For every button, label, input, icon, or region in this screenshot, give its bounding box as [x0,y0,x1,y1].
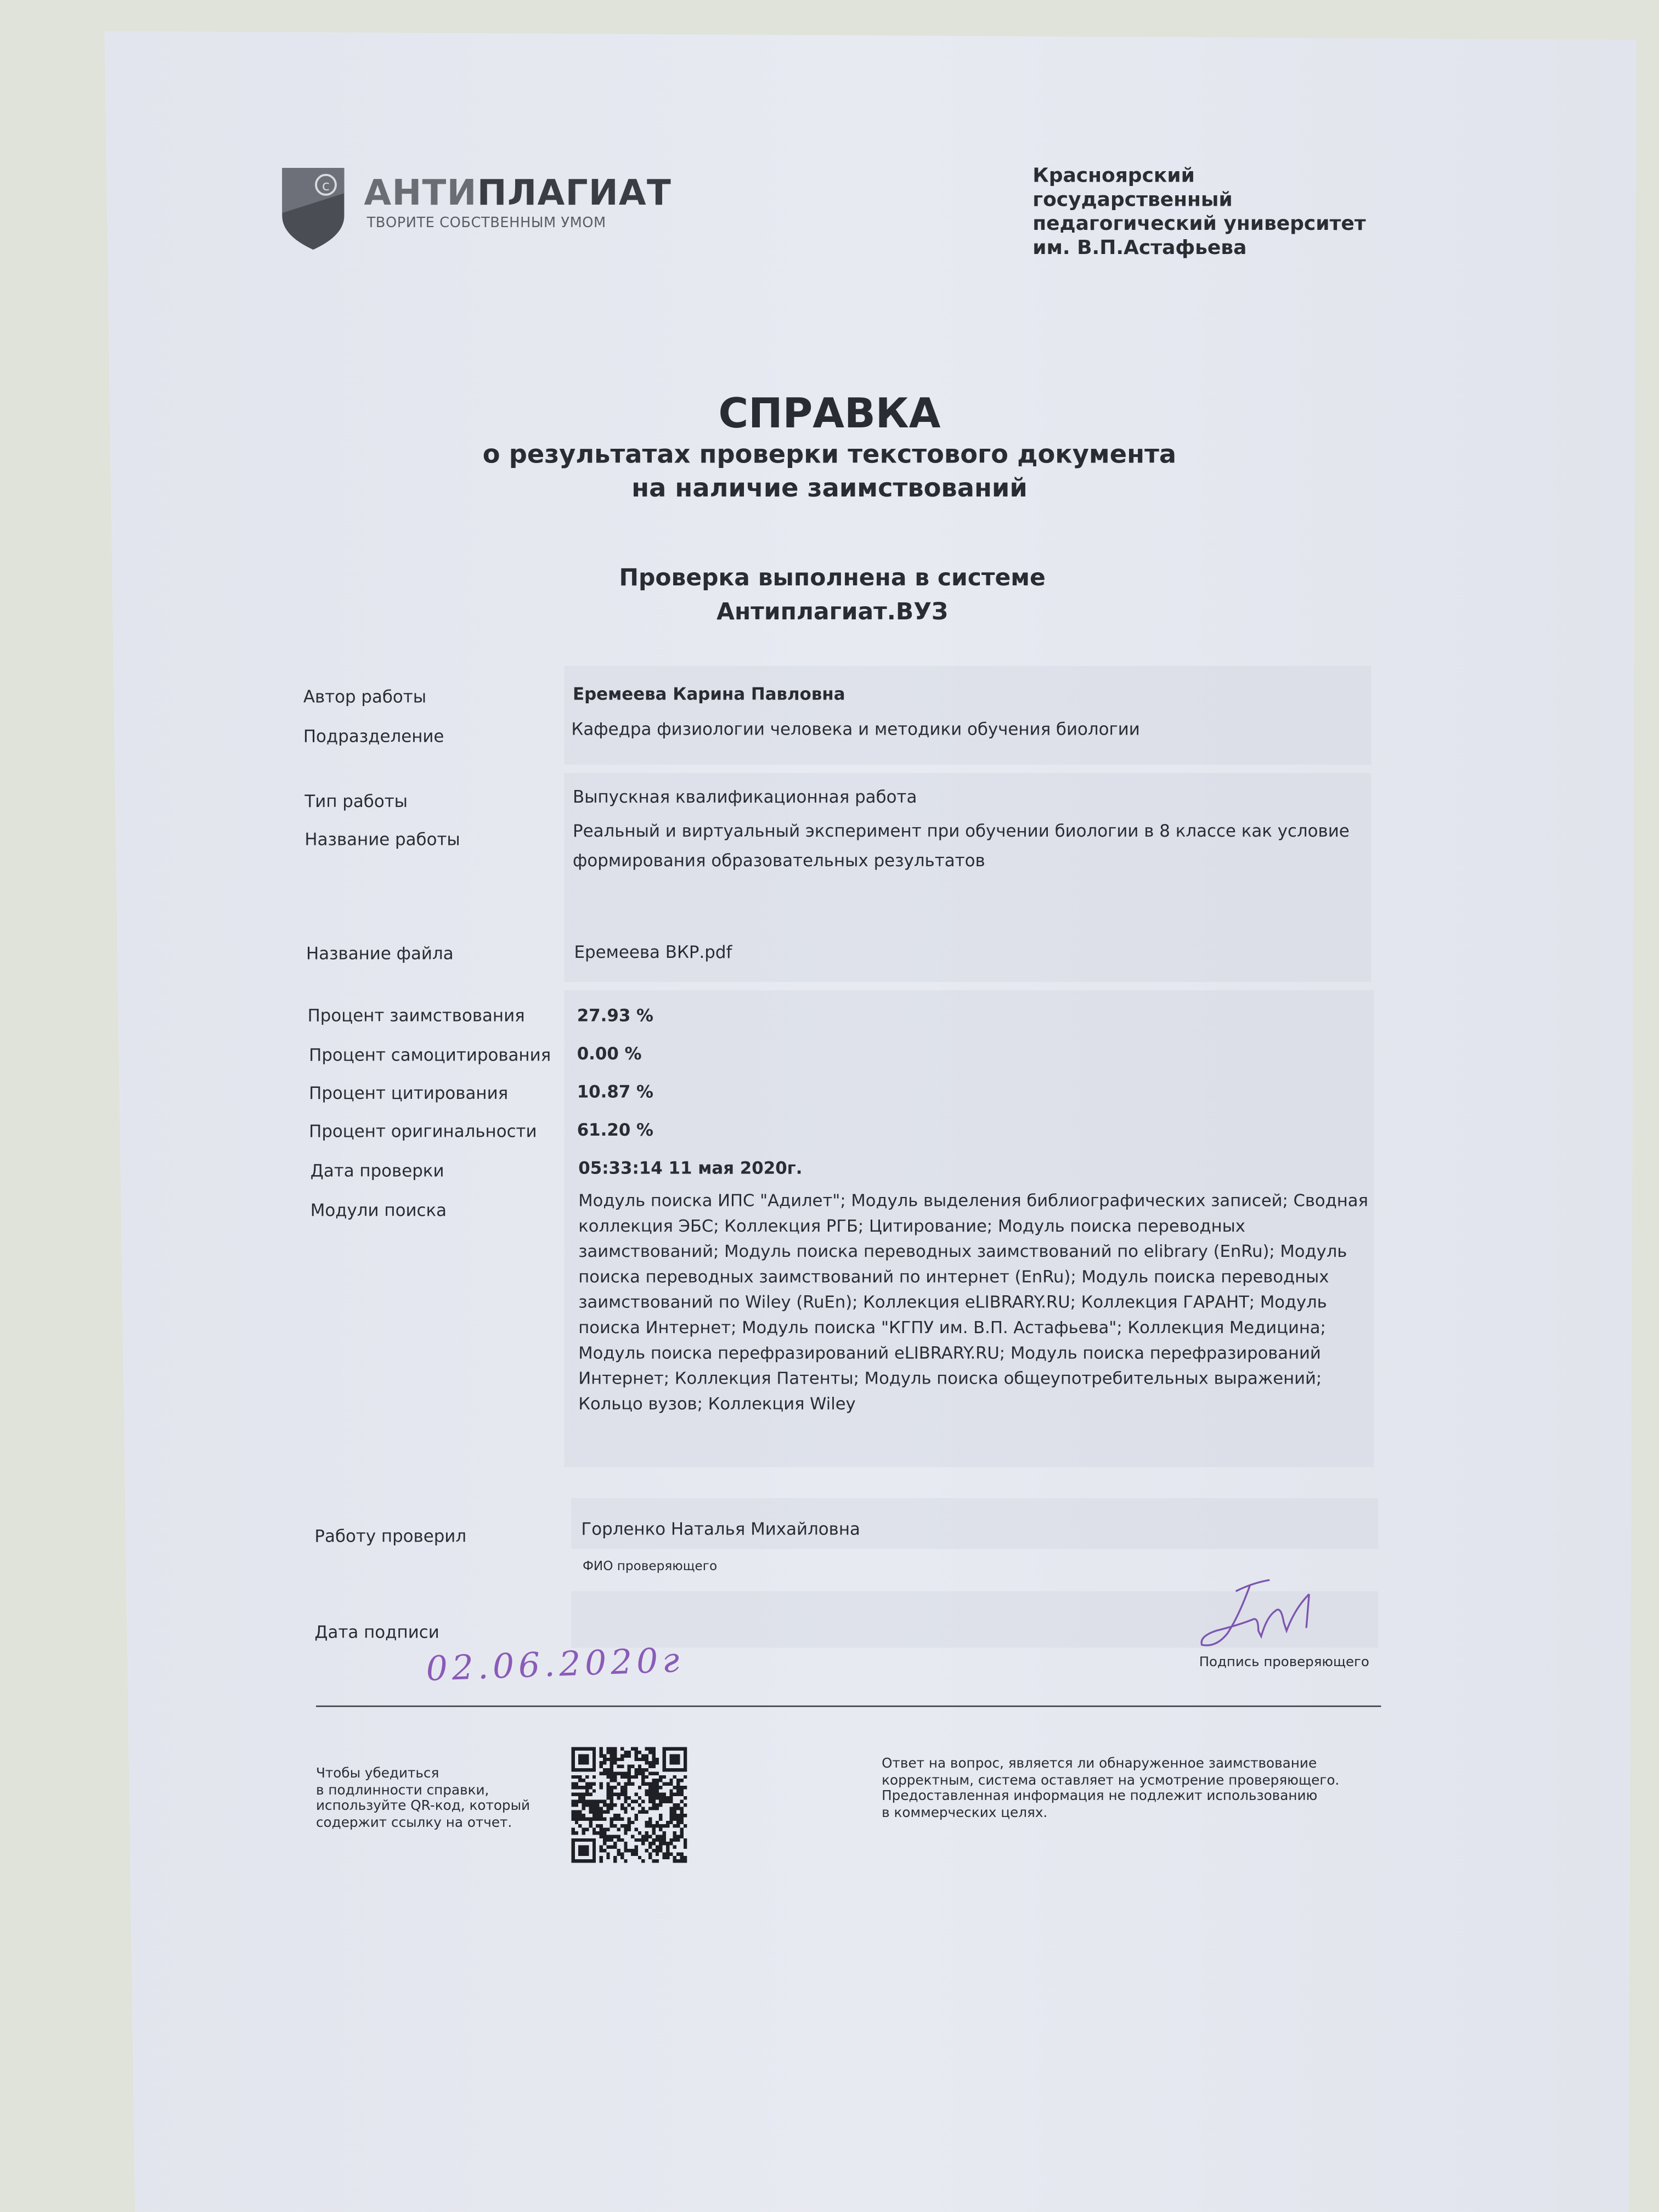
modules-label: Модули поиска [310,1200,447,1221]
document-title: СПРАВКА [718,389,941,438]
borrowing-value: 27.93 % [577,1006,654,1026]
disclaimer-line: Ответ на вопрос, является ли обнаруженное заимствование [882,1756,1317,1772]
modules-value: Модуль поиска ИПС "Адилет"; Модуль выделения библиографических записей; Сводная коллекция ЭБС; Коллекция РГБ; Цитирование; Модуль поиска переводных заимствований; Модуль поиска переводных заимствований по elibrary (EnRu); Модуль поиска переводных заимствований по интернет (EnRu); Модуль поиска переводных заимствований по Wiley (RuEn); Коллекция eLIBRARY.RU; Коллекция ГАРАНТ; Модуль поиска Интернет; Модуль поиска "КГПУ им. В.П. Астафьева"; Коллекция Медицина; Модуль поиска перефразирований eLIBRARY.RU; Модуль поиска перефразирований Интернет; Коллекция Патенты; Модуль поиска общеупотребительных выражений; Кольцо вузов; Коллекция Wiley [578,1190,1368,1414]
system-heading [0,561,1659,629]
self-citation-value: 0.00 % [577,1043,642,1064]
disclaimer-line: корректным, система оставляет на усмотрение проверяющего. [882,1772,1340,1788]
document-subtitle [0,439,1659,506]
system-line: Проверка выполнена в системе [619,564,1046,591]
logo-wordmark: АНТИПЛАГИАТ [364,172,672,213]
university-line: государственный [1032,189,1233,212]
university-line: Красноярский [1032,165,1195,188]
citation-value: 10.87 % [577,1082,654,1102]
author-label: Автор работы [303,687,427,707]
subtitle-line: о результатах проверки текстового документа [482,440,1177,470]
file-name-label: Название файла [306,944,454,964]
university-line: педагогический университет [1032,213,1366,236]
borrowing-label: Процент заимствования [307,1006,525,1026]
checker-caption: ФИО проверяющего [582,1560,718,1575]
svg-text:c: c [321,178,330,195]
qr-note [316,1766,530,1831]
system-line: Антиплагиат.ВУЗ [716,598,949,625]
department-label: Подразделение [303,726,444,747]
check-date-label: Дата проверки [310,1161,444,1181]
check-date-value: 05:33:14 11 мая 2020г. [578,1158,803,1178]
citation-label: Процент цитирования [309,1083,509,1103]
antiplagiat-shield-icon [279,165,347,252]
disclaimer-line: Предоставленная информация не подлежит использованию [882,1788,1318,1804]
qr-note-line: используйте QR-код, который [315,1798,531,1814]
subtitle-line: на наличие заимствований [631,473,1028,504]
checker-label: Работу проверил [314,1526,467,1547]
handwritten-date: 02.06.2020г [425,1640,685,1689]
author-value: Еремеева Карина Павловна [572,684,845,704]
file-name-value: Еремеева ВКР.pdf [574,942,732,962]
department-value: Кафедра физиологии человека и методики обучения биологии [571,719,1140,740]
university-name [1032,165,1365,261]
logo-tagline: ТВОРИТЕ СОБСТВЕННЫМ УМОМ [366,216,606,232]
qr-note-line: содержит ссылку на отчет. [315,1815,512,1831]
qr-note-line: в подлинности справки, [315,1782,489,1798]
footer-divider [316,1706,1381,1707]
work-type-value: Выпускная квалификационная работа [572,787,917,807]
sign-date-label: Дата подписи [314,1622,439,1643]
originality-label: Процент оригинальности [309,1121,537,1142]
signature-caption: Подпись проверяющего [1199,1655,1369,1671]
work-title-value: Реальный и виртуальный эксперимент при обучении биологии в 8 классе как условие формирования образовательных результатов [572,821,1350,871]
qr-code[interactable] [571,1745,687,1865]
qr-note-line: Чтобы убедиться [315,1766,439,1782]
disclaimer [882,1756,1339,1821]
originality-value: 61.20 % [577,1120,654,1140]
value-band [565,666,1372,765]
self-citation-label: Процент самоцитирования [309,1045,551,1065]
checker-value: Горленко Наталья Михайловна [581,1519,860,1539]
university-line: им. В.П.Астафьева [1032,236,1247,260]
work-title-label: Название работы [304,829,460,849]
disclaimer-line: в коммерческих целях. [882,1805,1048,1821]
signature-image [1197,1575,1330,1659]
work-type-label: Тип работы [304,791,408,811]
